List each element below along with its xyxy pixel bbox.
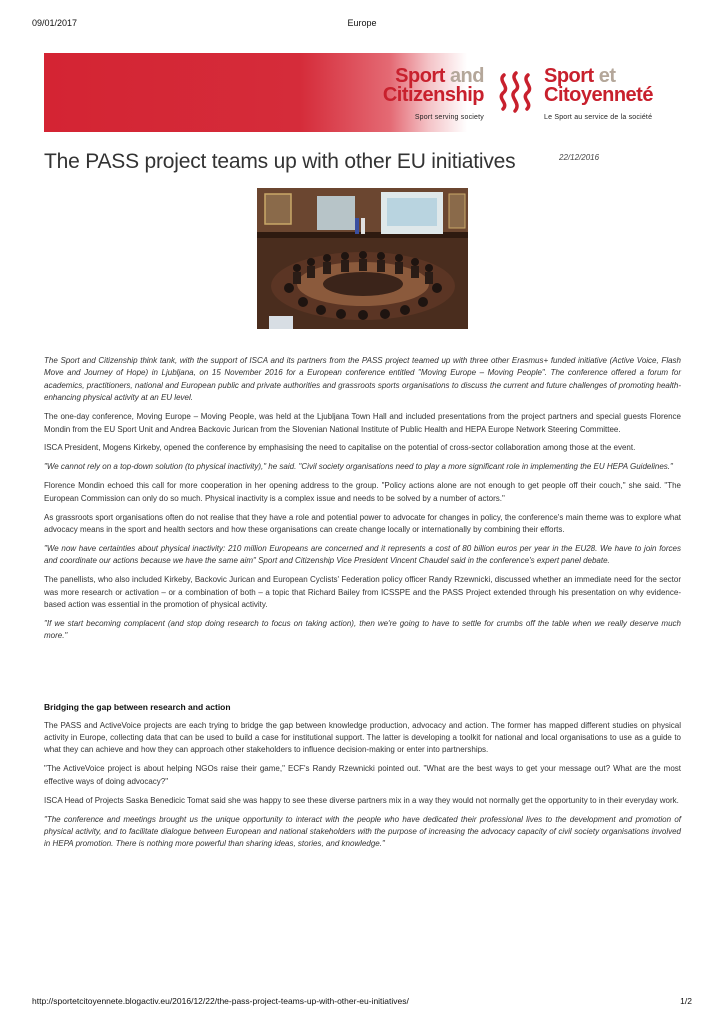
brand-fr-word-citoyennete: Citoyenneté [544,84,653,106]
article-quote: "The conference and meetings brought us the unique opportunity to interact with the people who have dedicated their professional lives to the development and promotion of physical activity, and to facilitate dialogue between European and national stakeholders with the purpose of increasing the advocacy capacity of civil society organisations involved in HEPA promotion. There is nothing more powerful than sharing ideas, stories, and knowledge." [44,814,681,849]
article-paragraph: ISCA President, Mogens Kirkeby, opened the conference by emphasising the need to capitalise on the potential of cross-sector collaboration among those at the event. [44,443,636,453]
page-number: 1/2 [680,996,692,1006]
article-quote: "If we start becoming complacent (and stop doing research to focus on taking action), then we're going to have to settle for crumbs off the table when we really deserve much more." [44,618,681,641]
section-heading: Bridging the gap between research and action [44,702,231,713]
brand-french [544,67,684,127]
article-date: 22/12/2016 [559,153,600,162]
article-paragraph: "The ActiveVoice project is about helping NGOs raise their game," ECF's Randy Rzewnicki pointed out. "What are the best ways to get your message out? What are the most effective ways of doing advocacy?" [44,764,681,786]
article-lead-paragraph: The Sport and Citizenship think tank, with the support of ISCA and its partners from the PASS project teamed up with three other Erasmus+ funded initiative (Active Voice, Flash Move and Journey of Hope) in Ljubljana, on 15 November 2016 for a European conference entitled "Moving Europe – Moving People". The conference offered a forum for academics, practitioners, national and European public and private authorities and grassroots sports organisations to discuss the current and future challenges of promoting health-enhancing physical activity at an EU level. [44,356,681,403]
print-footer [32,996,692,1008]
print-date: 09/01/2017 [32,18,78,28]
brand-en-word-and: and [449,65,484,87]
brand-en-word-sport: Sport [395,65,445,87]
brand-fr-word-sport: Sport [544,65,594,87]
article-quote: "We now have certainties about physical inactivity: 210 million Europeans are concerned and it represents a cost of 80 billion euros per year in the EU28. We have to join forces and coordinate our actions because we have the same aim" Sport and Citizenship Vice President Vincent Chaudel said in the conference's expert panel debate. [44,543,681,566]
brand-en-tagline: Sport serving society [414,114,484,121]
brand-fr-tagline: Le Sport au service de la société [544,114,653,121]
article-paragraph: The panellists, who also included Kirkeby, Backovic Jurican and European Cyclists' Federation policy officer Randy Rzewnicki, discussed whether an immediate need for the sector was more research or activation – or a combination of both – a topic that Richard Bailey from ICSSPE and the PASS Project extended through his presentation on why evidence-based action was essential in the promotion of physical activity. [44,575,681,609]
article-paragraph: Florence Mondin echoed this call for more cooperation in her opening address to the group. "Policy actions alone are not enough to get people off their couch," she said. "The European Commission can only do so much. Physical inactivity is a complex issue and needs to be solved by a number of actors." [44,481,681,503]
print-header [32,18,692,30]
article-paragraph: The one-day conference, Moving Europe – Moving People, was held at the Ljubljana Town Hall and included presentations from the project partners and special guests Florence Mondin from the EU Sport Unit and Andrea Backovic Jurican from the Slovenian National Institute of Public Health and HEPA Europe Network Steering Committee. [44,412,681,434]
sport-citizenship-logo-icon [495,69,537,113]
site-banner[interactable] [44,53,685,132]
brand-en-word-citizenship: Citizenship [382,84,484,106]
article-body [44,355,681,857]
article-title: The PASS project teams up with other EU initiatives [44,150,516,173]
print-section-label: Europe [347,18,377,28]
conference-photo [257,188,468,329]
article-paragraph: As grassroots sport organisations often do not realise that they have a role and potential power to advocate for changes in policy, the conference's main theme was to explore what advocacy means in the sport and health sectors and how these organisations can create change locally or internationally by combining their efforts. [44,512,681,534]
brand-fr-word-et: et [598,65,616,87]
brand-english [366,67,484,127]
conference-hall-image [257,188,468,329]
article-paragraph: The PASS and ActiveVoice projects are each trying to bridge the gap between knowledge production, advocacy and action. The former has mapped different studies on physical activity in Europe, collecting data that can be used to build a case for institutional support. The latter is developing a toolkit for national and local organisations to use as a guide to what they can achieve and how they can approach other stakeholders to influence decision-making or enter into partnerships. [44,720,681,755]
article-paragraph: ISCA Head of Projects Saska Benedicic Tomat said she was happy to see these diverse partners mix in a way they would not normally get the opportunity to in their everyday work. [44,795,679,805]
page-url: http://sportetcitoyennete.blogactiv.eu/2016/12/22/the-pass-project-teams-up-with-other-eu-initiatives/ [32,996,409,1006]
article-quote: "We cannot rely on a top-down solution (to physical inactivity)," he said. "Civil society organisations need to play a more significant role in implementing the EU HEPA Guidelines." [44,462,673,472]
